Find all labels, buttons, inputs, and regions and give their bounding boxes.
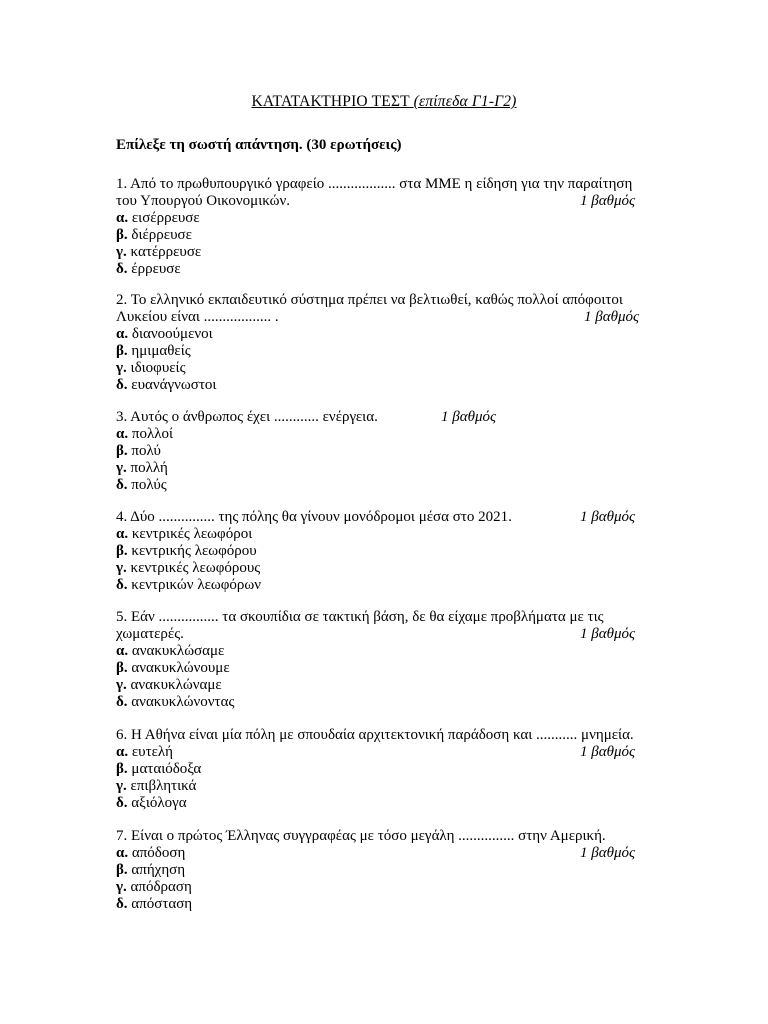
points-label: 1 βαθμός xyxy=(580,845,636,861)
option-d[interactable] xyxy=(116,577,656,594)
question-text-line-2: του Υπουργού Οικονομικών. xyxy=(116,193,291,209)
option-letter: γ. xyxy=(116,879,127,895)
option-b[interactable] xyxy=(116,443,656,460)
option-a[interactable] xyxy=(116,326,656,343)
question-1 xyxy=(116,176,656,278)
points-label: 1 βαθμός xyxy=(580,509,636,525)
option-text: ιδιοφυείς xyxy=(130,360,186,376)
option-letter: α. xyxy=(116,426,129,442)
option-letter: γ. xyxy=(116,360,127,376)
option-letter: γ. xyxy=(116,560,127,576)
option-a[interactable] xyxy=(116,426,656,443)
option-letter: δ. xyxy=(116,477,128,493)
option-text: αξιόλογα xyxy=(131,795,187,811)
question-text-line xyxy=(116,626,656,643)
option-d[interactable] xyxy=(116,694,656,711)
question-text-line-2: χωματερές. xyxy=(116,626,184,642)
option-letter: β. xyxy=(116,443,128,459)
title-sub: (επίπεδα Γ1-Γ2) xyxy=(413,93,517,110)
option-letter: β. xyxy=(116,761,128,777)
option-b[interactable] xyxy=(116,343,656,360)
points-label: 1 βαθμός xyxy=(580,193,636,209)
option-text: πολλοί xyxy=(131,426,174,442)
title-main: ΚΑΤΑΤΑΚΤΗΡΙΟ ΤΕΣΤ xyxy=(251,93,410,110)
option-c[interactable] xyxy=(116,460,656,477)
instructions: Επίλεξε τη σωστή απάντηση. (30 ερωτήσεις) xyxy=(116,137,402,153)
points-label: 1 βαθμός xyxy=(580,626,636,642)
option-a[interactable] xyxy=(116,845,656,862)
option-d[interactable] xyxy=(116,896,656,913)
option-letter: γ. xyxy=(116,460,127,476)
option-letter: β. xyxy=(116,660,128,676)
option-letter: β. xyxy=(116,227,128,243)
question-text-line xyxy=(116,193,656,210)
question-text-line-1: 4. Δύο ............... της πόλης θα γίνουν μονόδρομοι μέσα στο 2021. xyxy=(116,509,512,525)
option-c[interactable] xyxy=(116,879,656,896)
question-text-line: 1. Από το πρωθυπουργικό γραφείο .................. στα ΜΜΕ η είδηση για την παραίτηση xyxy=(116,176,633,192)
option-letter: α. xyxy=(116,526,129,542)
question-text-line-2: Λυκείου είναι .................. . xyxy=(116,309,279,325)
option-letter: δ. xyxy=(116,896,128,912)
option-letter: α. xyxy=(116,845,129,861)
option-letter: δ. xyxy=(116,694,128,710)
question-2 xyxy=(116,292,656,394)
points-label: 1 βαθμός xyxy=(441,409,497,425)
option-text: εισέρρευσε xyxy=(131,210,200,226)
option-letter: γ. xyxy=(116,778,127,794)
option-text: ανακυκλώνουμε xyxy=(131,660,230,676)
option-text: διέρρευσε xyxy=(131,227,192,243)
option-text: πολλή xyxy=(130,460,168,476)
option-letter: β. xyxy=(116,343,128,359)
option-letter: α. xyxy=(116,643,129,659)
option-d[interactable] xyxy=(116,477,656,494)
option-text: κεντρικής λεωφόρου xyxy=(131,543,257,559)
option-c[interactable] xyxy=(116,360,656,377)
option-a[interactable] xyxy=(116,744,656,761)
option-a[interactable] xyxy=(116,210,656,227)
question-7 xyxy=(116,828,656,913)
option-d[interactable] xyxy=(116,795,656,812)
option-text: ευανάγνωστοι xyxy=(131,377,217,393)
option-text: ημιμαθείς xyxy=(131,343,191,359)
option-text: ματαιόδοξα xyxy=(131,761,202,777)
option-text: ευτελή xyxy=(131,744,173,760)
question-text-line: 2. Το ελληνικό εκπαιδευτικό σύστημα πρέπει να βελτιωθεί, καθώς πολλοί απόφοιτοι xyxy=(116,292,623,308)
option-letter: δ. xyxy=(116,577,128,593)
document-title xyxy=(0,93,768,111)
option-letter: β. xyxy=(116,543,128,559)
question-4 xyxy=(116,509,656,594)
question-text-line xyxy=(116,309,656,326)
option-d[interactable] xyxy=(116,377,656,394)
option-text: έρρευσε xyxy=(131,261,181,277)
option-c[interactable] xyxy=(116,244,656,261)
option-text: απόσταση xyxy=(131,896,193,912)
question-text-line: 7. Είναι ο πρώτος Έλληνας συγγραφέας με τόσο μεγάλη ............... στην Αμερική. xyxy=(116,828,606,844)
option-text: επιβλητικά xyxy=(130,778,197,794)
points-label: 1 βαθμός xyxy=(584,309,640,325)
option-text: ανακυκλώναμε xyxy=(130,677,222,693)
option-a[interactable] xyxy=(116,643,656,660)
points-label: 1 βαθμός xyxy=(580,744,636,760)
option-text: ανακυκλώνοντας xyxy=(131,694,235,710)
question-text-line-1: 3. Αυτός ο άνθρωπος έχει ............ ενέργεια. xyxy=(116,409,378,425)
option-text: ανακυκλώσαμε xyxy=(131,643,225,659)
option-text: κεντρικών λεωφόρων xyxy=(131,577,262,593)
option-text: απόδραση xyxy=(130,879,192,895)
question-5 xyxy=(116,609,656,711)
question-3 xyxy=(116,409,656,494)
option-letter: δ. xyxy=(116,795,128,811)
option-text: πολύς xyxy=(131,477,167,493)
option-b[interactable] xyxy=(116,660,656,677)
option-c[interactable] xyxy=(116,677,656,694)
option-c[interactable] xyxy=(116,560,656,577)
question-text-line xyxy=(116,509,656,526)
option-letter: γ. xyxy=(116,677,127,693)
option-text: απήχηση xyxy=(131,862,186,878)
option-b[interactable] xyxy=(116,761,656,778)
option-text: πολύ xyxy=(131,443,161,459)
option-letter: α. xyxy=(116,744,129,760)
option-letter: γ. xyxy=(116,244,127,260)
option-b[interactable] xyxy=(116,227,656,244)
question-text-line xyxy=(116,409,656,426)
option-letter: α. xyxy=(116,326,129,342)
option-text: κεντρικές λεωφόροι xyxy=(131,526,253,542)
option-a[interactable] xyxy=(116,526,656,543)
option-letter: δ. xyxy=(116,377,128,393)
option-text: κατέρρευσε xyxy=(130,244,202,260)
option-b[interactable] xyxy=(116,862,656,879)
option-b[interactable] xyxy=(116,543,656,560)
option-text: διανοούμενοι xyxy=(131,326,213,342)
option-d[interactable] xyxy=(116,261,656,278)
question-text-line: 5. Εάν ................ τα σκουπίδια σε τακτική βάση, δε θα είχαμε προβλήματα με τις xyxy=(116,609,604,625)
question-6 xyxy=(116,727,656,812)
option-c[interactable] xyxy=(116,778,656,795)
question-text-line: 6. Η Αθήνα είναι μία πόλη με σπουδαία αρχιτεκτονική παράδοση και ........... μνημεία. xyxy=(116,727,634,743)
option-text: απόδοση xyxy=(131,845,186,861)
option-text: κεντρικές λεωφόρους xyxy=(130,560,261,576)
option-letter: β. xyxy=(116,862,128,878)
option-letter: δ. xyxy=(116,261,128,277)
option-letter: α. xyxy=(116,210,129,226)
